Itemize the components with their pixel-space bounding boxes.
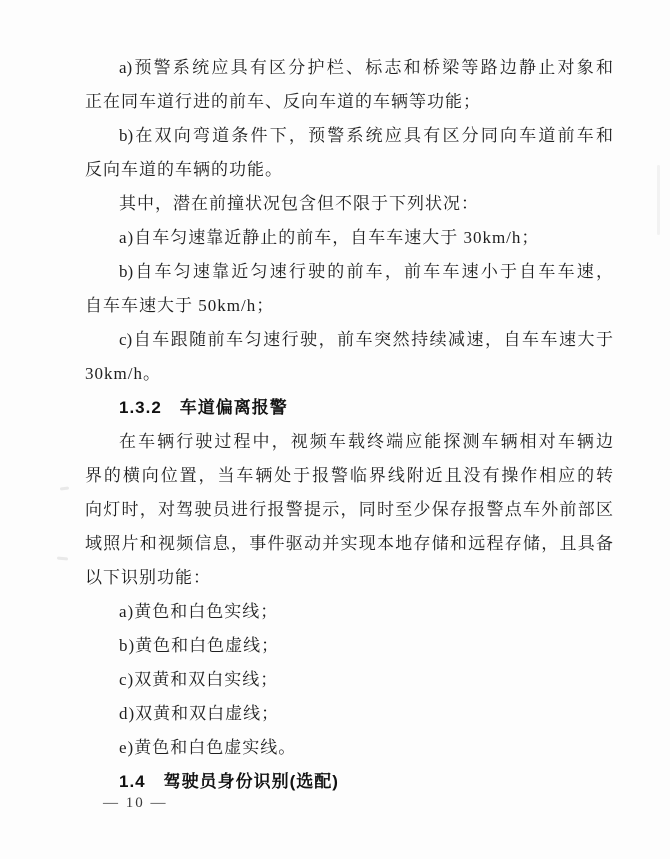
text-line: 其中，潜在前撞状况包含但不限于下列状况： [119, 194, 479, 213]
text-line: 以下识别功能： [85, 568, 211, 587]
text-line: b)自车匀速靠近匀速行驶的前车，前车车速小于自车车速， [119, 262, 613, 281]
list-item: c)双黄和双白实线； [119, 670, 279, 689]
page-number: — 10 — [103, 795, 168, 811]
text-line: 自车车速大于 50km/h； [85, 296, 275, 315]
section-heading: 1.4 驾驶员身份识别(选配) [119, 772, 339, 791]
text-line: 向灯时，对驾驶员进行报警提示，同时至少保存报警点车外前部区 [85, 500, 613, 519]
list-item: d)双黄和双白虚线； [119, 704, 280, 723]
text-line: 30km/h。 [85, 364, 161, 383]
document-body [85, 51, 613, 799]
scan-artifact [657, 165, 660, 235]
text-line: 反向车道的车辆的功能。 [85, 160, 283, 179]
text-line: 界的横向位置，当车辆处于报警临界线附近且没有操作相应的转 [85, 466, 613, 485]
text-line: 正在同车道行进的前车、反向车道的车辆等功能； [85, 92, 481, 111]
text-line: 在车辆行驶过程中，视频车载终端应能探测车辆相对车辆边 [119, 432, 613, 451]
text-line: 域照片和视频信息，事件驱动并实现本地存储和远程存储，且具备 [85, 534, 613, 553]
text-line: b)在双向弯道条件下，预警系统应具有区分同向车道前车和 [119, 126, 613, 145]
text-line: a)预警系统应具有区分护栏、标志和桥梁等路边静止对象和 [119, 58, 613, 77]
list-item: b)黄色和白色虚线； [119, 636, 280, 655]
text-line: c)自车跟随前车匀速行驶，前车突然持续减速，自车车速大于 [119, 330, 613, 349]
section-heading: 1.3.2 车道偏离报警 [119, 398, 288, 417]
scan-artifact [60, 486, 69, 490]
scan-artifact [57, 556, 68, 560]
text-line: a)自车匀速靠近静止的前车，自车车速大于 30km/h； [119, 228, 540, 247]
list-item: a)黄色和白色实线； [119, 602, 279, 621]
list-item: e)黄色和白色虚实线。 [119, 738, 297, 757]
